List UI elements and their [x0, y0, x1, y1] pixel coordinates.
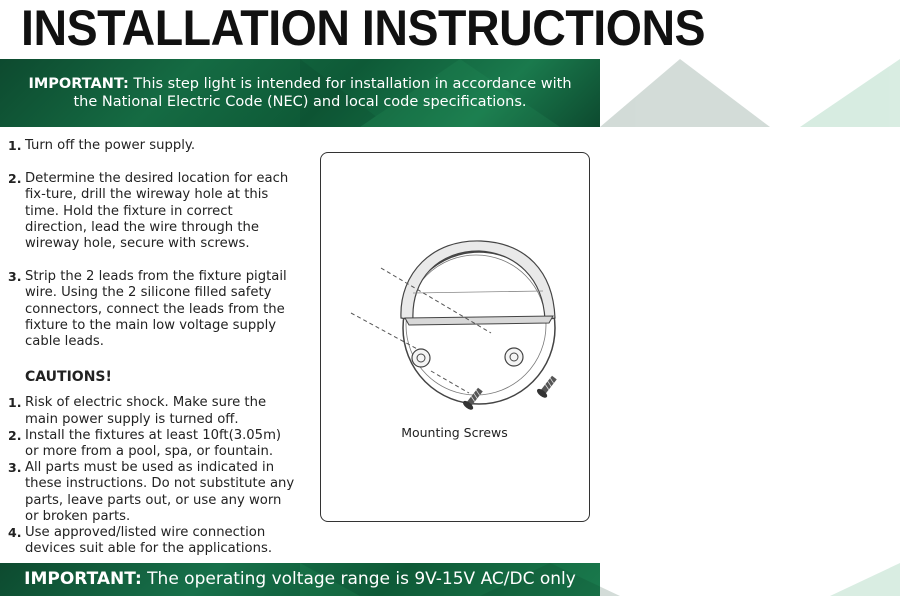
hood — [401, 241, 555, 320]
important-notice-bottom — [0, 568, 600, 590]
step-number: 3. — [8, 269, 22, 285]
important-notice-top — [20, 75, 580, 111]
step-number: 2. — [8, 171, 22, 187]
page-title: INSTALLATION INSTRUCTIONS — [21, 0, 706, 56]
instruction-list — [8, 138, 298, 557]
important-text: The operating voltage range is 9V-15V AC/DC only — [141, 569, 576, 589]
diagram-caption: Mounting Screws — [401, 425, 508, 440]
caution-item — [8, 428, 298, 460]
important-label: IMPORTANT: — [28, 76, 129, 92]
step-text: Turn off the power supply. — [25, 138, 196, 153]
screw-hole — [505, 348, 523, 366]
step-item — [8, 138, 298, 154]
step-number: 1. — [8, 138, 22, 153]
caution-text: Install the fixtures at least 10ft(3.05m) or more from a pool, spa, or fountain. — [25, 427, 282, 460]
cautions-heading: CAUTIONS! — [25, 369, 112, 386]
caution-text: Risk of electric shock. Make sure the main power supply is turned off. — [25, 395, 267, 427]
caution-number: 4. — [8, 525, 22, 541]
caution-text: All parts must be used as indicated in these instructions. Do not substitute any parts, leave parts out, or use any worn or broken parts. — [25, 460, 295, 524]
important-label: IMPORTANT: — [24, 569, 142, 589]
step-item — [8, 269, 298, 350]
step-item — [8, 171, 298, 252]
step-text: Determine the desired location for each fix-ture, drill the wireway hole at this time. Hold the fixture in correct direction, lead the wire through the wireway hole, secure with screws. — [25, 171, 289, 252]
caution-text: Use approved/listed wire connection devices suit able for the applications. — [25, 525, 273, 557]
caution-number: 3. — [8, 460, 22, 476]
step-light-illustration — [321, 153, 589, 521]
screw-hole — [412, 349, 430, 367]
important-banner-bottom — [0, 563, 600, 596]
mounting-diagram-panel — [320, 152, 590, 522]
caution-number: 1. — [8, 395, 22, 411]
step-text: Strip the 2 leads from the fixture pigtail wire. Using the 2 silicone filled safety connectors, connect the leads from the fixture to the main low voltage supply cable leads. — [25, 269, 287, 350]
caution-item — [8, 395, 298, 427]
important-banner-top — [0, 59, 600, 127]
caution-item — [8, 525, 298, 557]
screw — [535, 374, 559, 400]
caution-number: 2. — [8, 427, 22, 443]
screw — [461, 386, 485, 412]
caution-item — [8, 460, 298, 525]
important-text: This step light is intended for installation in accordance with the National Electric Code (NEC) and local code specifications. — [73, 76, 572, 110]
